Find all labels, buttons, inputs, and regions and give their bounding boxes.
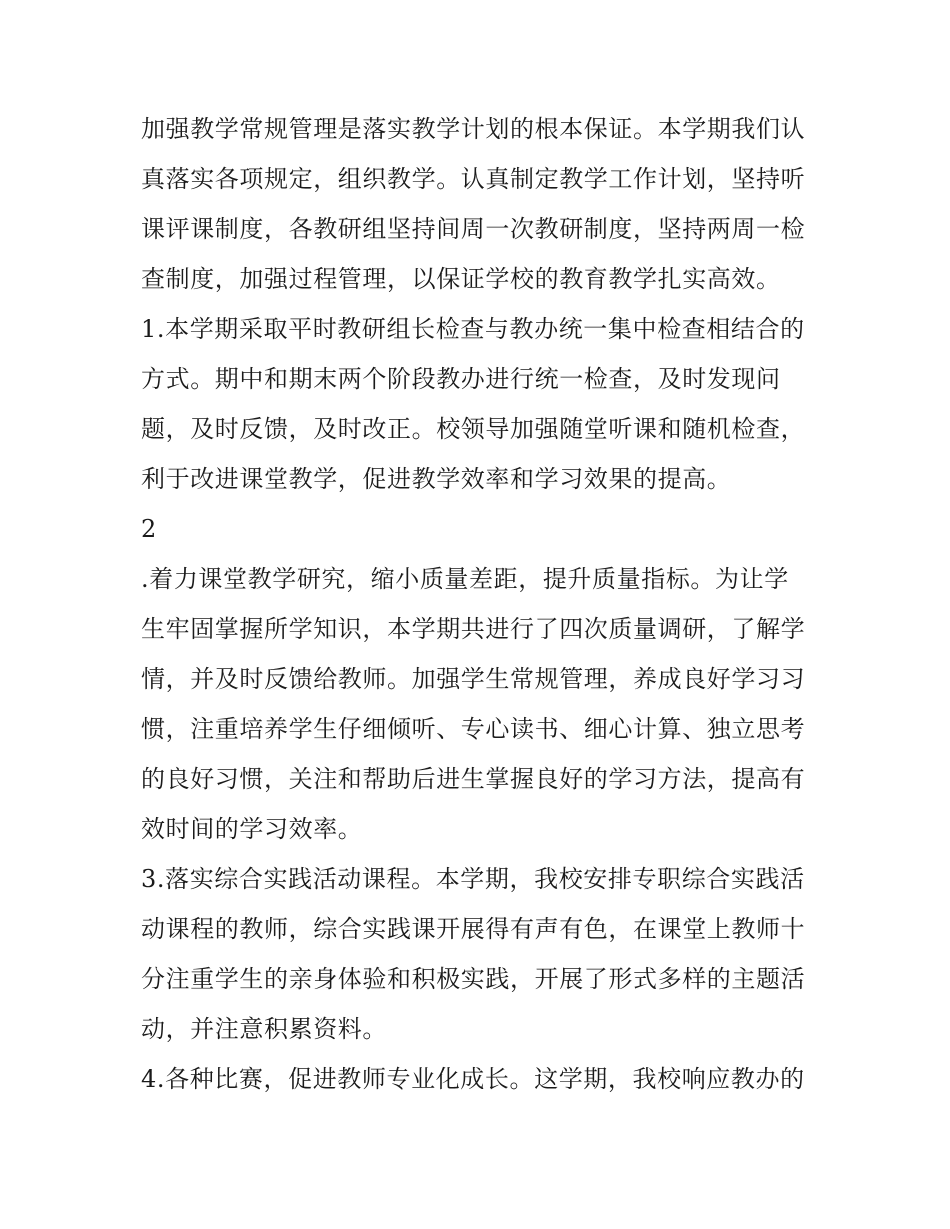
text-line-15: 效时间的学习效率。: [141, 815, 363, 843]
text-line-13: 惯，注重培养学生仔细倾听、专心读书、细心计算、独立思考: [141, 715, 806, 743]
text-line-8: 利于改进课堂教学，促进教学效率和学习效果的提高。: [141, 465, 732, 493]
text-line-6: 方式。期中和期末两个阶段教办进行统一检查，及时发现问: [141, 365, 781, 393]
text-line-1: 加强教学常规管理是落实教学计划的根本保证。本学期我们认: [141, 115, 806, 143]
text-line-4: 查制度，加强过程管理，以保证学校的教育教学扎实高效。: [141, 265, 781, 293]
text-line-19: 动，并注意积累资料。: [141, 1015, 387, 1043]
text-line-5: 1.本学期采取平时教研组长检查与教办统一集中检查相结合的: [141, 315, 805, 343]
text-line-17: 动课程的教师，综合实践课开展得有声有色，在课堂上教师十: [141, 915, 806, 943]
text-line-11: 生牢固掌握所学知识，本学期共进行了四次质量调研，了解学: [141, 615, 806, 643]
text-line-18: 分注重学生的亲身体验和积极实践，开展了形式多样的主题活: [141, 965, 806, 993]
text-line-3: 课评课制度，各教研组坚持间周一次教研制度，坚持两周一检: [141, 215, 806, 243]
text-line-9: 2: [141, 515, 157, 543]
text-line-16: 3.落实综合实践活动课程。本学期，我校安排专职综合实践活: [141, 865, 805, 893]
text-line-7: 题，及时反馈，及时改正。校领导加强随堂听课和随机检查，: [141, 415, 806, 443]
text-line-14: 的良好习惯，关注和帮助后进生掌握良好的学习方法，提高有: [141, 765, 806, 793]
text-line-12: 情，并及时反馈给教师。加强学生常规管理，养成良好学习习: [141, 665, 806, 693]
text-line-20: 4.各种比赛，促进教师专业化成长。这学期，我校响应教办的: [141, 1065, 805, 1093]
text-line-2: 真落实各项规定，组织教学。认真制定教学工作计划，坚持听: [141, 165, 806, 193]
text-line-10: .着力课堂教学研究，缩小质量差距，提升质量指标。为让学: [141, 565, 789, 593]
